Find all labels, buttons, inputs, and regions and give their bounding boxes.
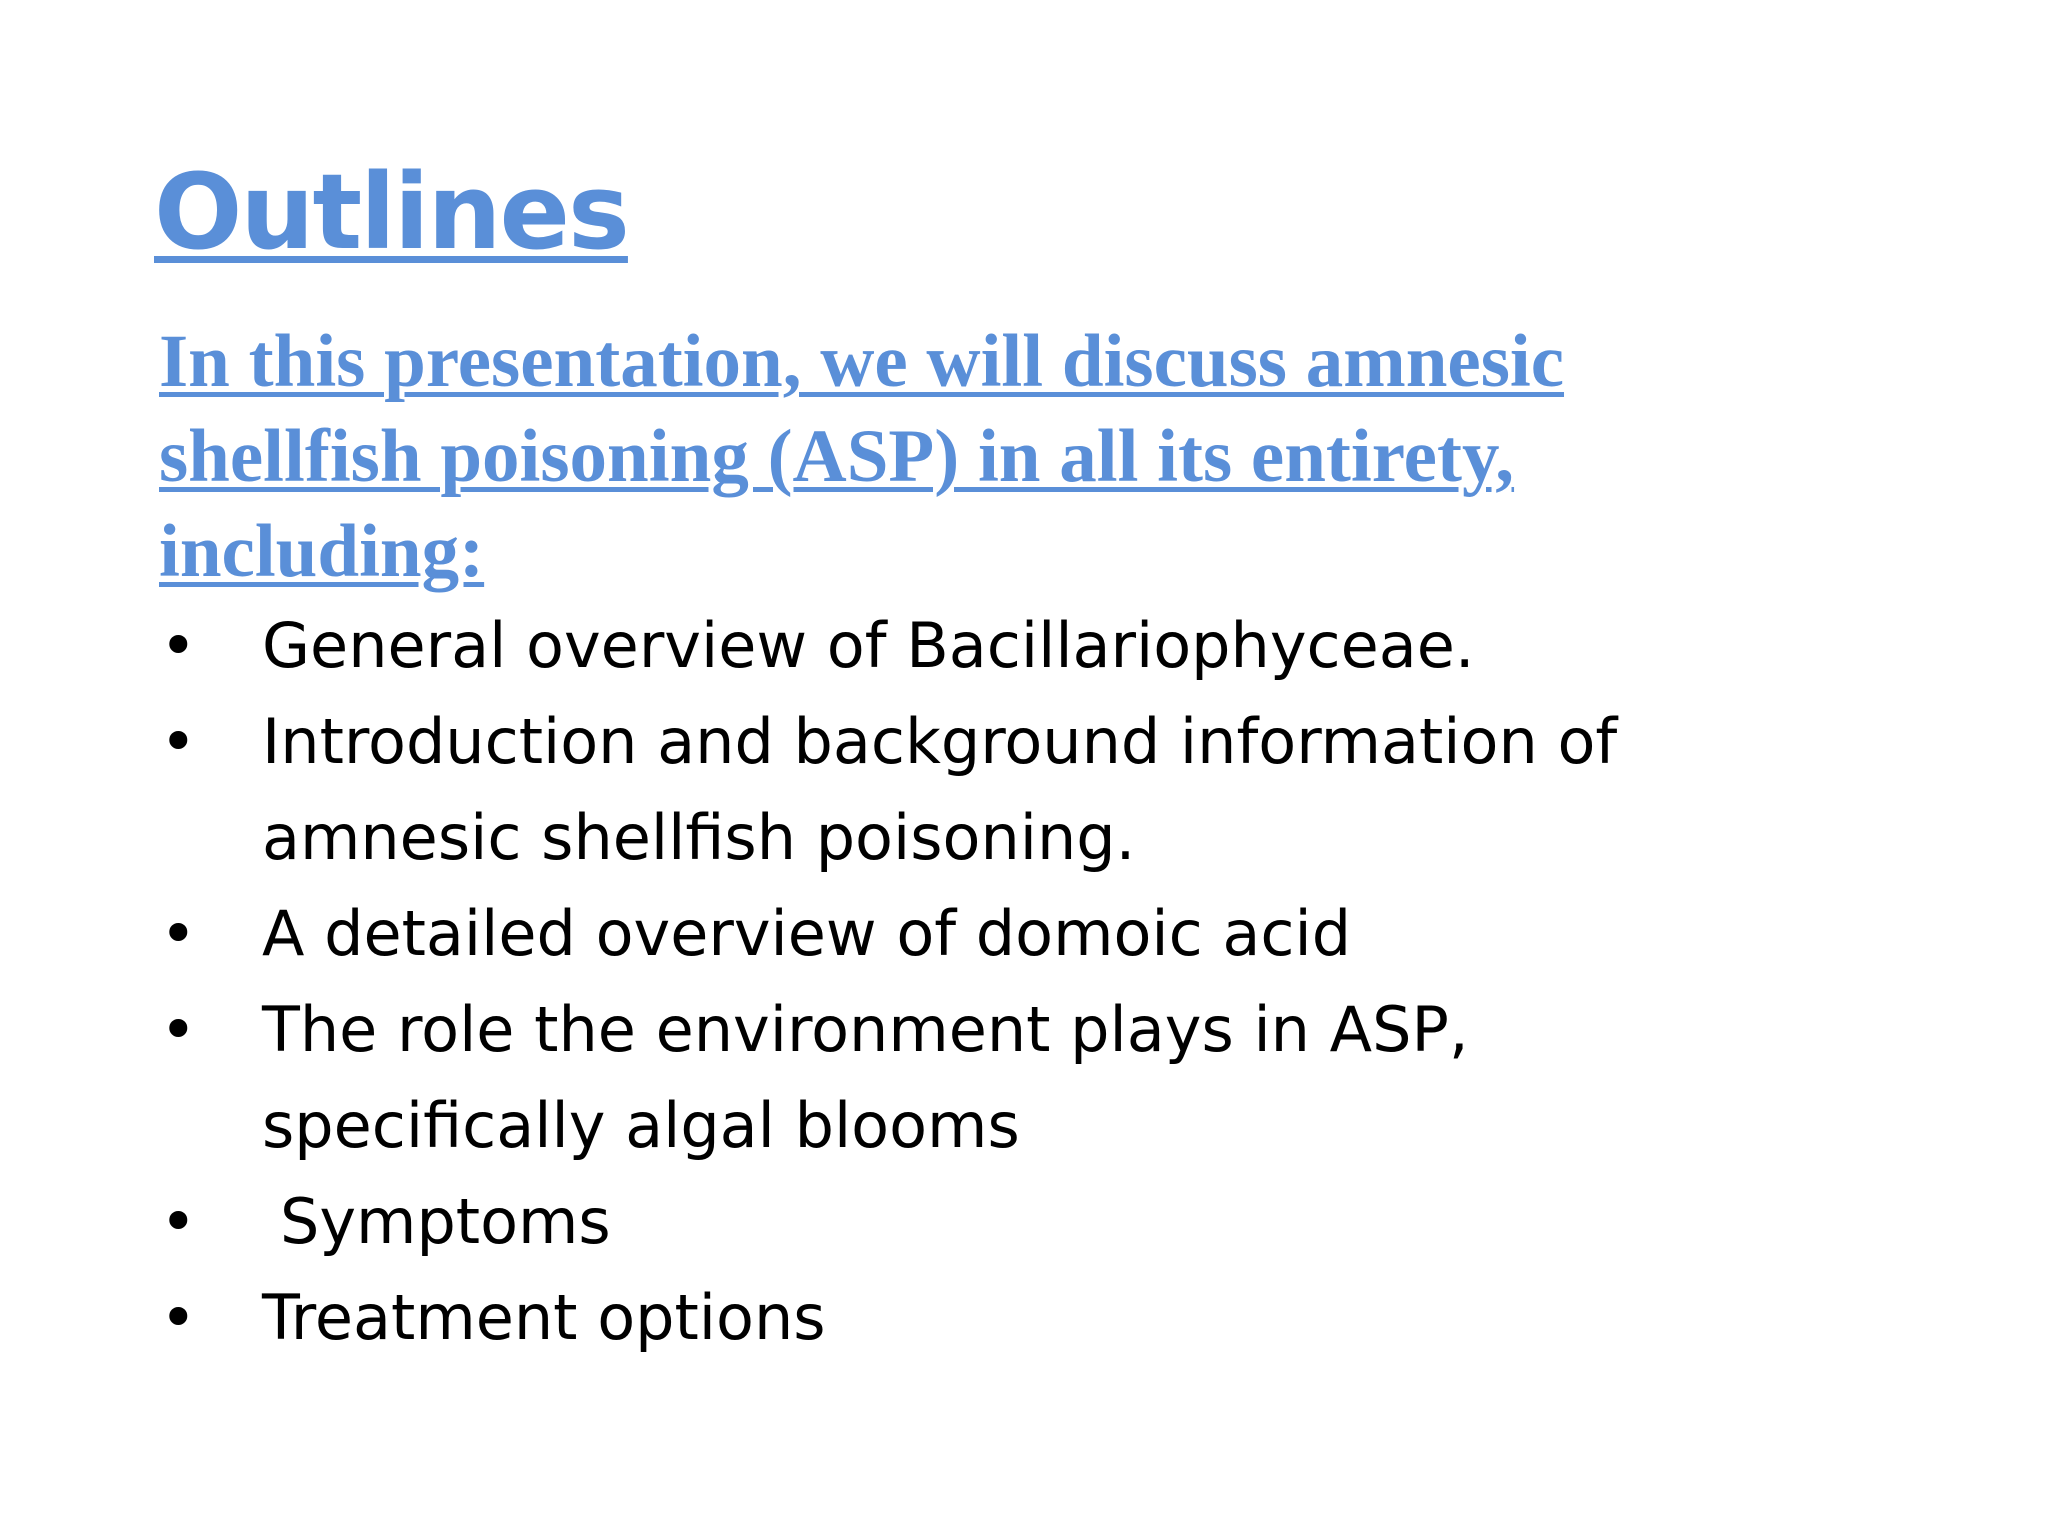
list-item-text: Introduction and background information of amnesic shellfish poisoning. (262, 705, 1618, 874)
bullet-icon: • (160, 1185, 197, 1258)
list-item (160, 598, 1760, 694)
list-item (160, 694, 1760, 886)
list-item (160, 1174, 1760, 1270)
slide-title: Outlines (154, 151, 628, 273)
bullet-icon: • (160, 897, 197, 970)
intro-text: In this presentation, we will discuss amnesic shellfish poisoning (ASP) in all its entirety, including: (159, 320, 1565, 593)
list-item-text: A detailed overview of domoic acid (262, 897, 1352, 970)
outline-list (160, 598, 1760, 1366)
bullet-icon: • (160, 1281, 197, 1354)
list-item-text: The role the environment plays in ASP, specifically algal blooms (262, 993, 1469, 1162)
list-item-text: Treatment options (262, 1281, 826, 1354)
list-item (160, 1270, 1760, 1366)
bullet-icon: • (160, 705, 197, 778)
list-item-text: General overview of Bacillariophyceae. (262, 609, 1475, 682)
bullet-icon: • (160, 609, 197, 682)
list-item (160, 982, 1760, 1174)
list-item (160, 886, 1760, 982)
list-item-text: Symptoms (280, 1185, 611, 1258)
bullet-icon: • (160, 993, 197, 1066)
